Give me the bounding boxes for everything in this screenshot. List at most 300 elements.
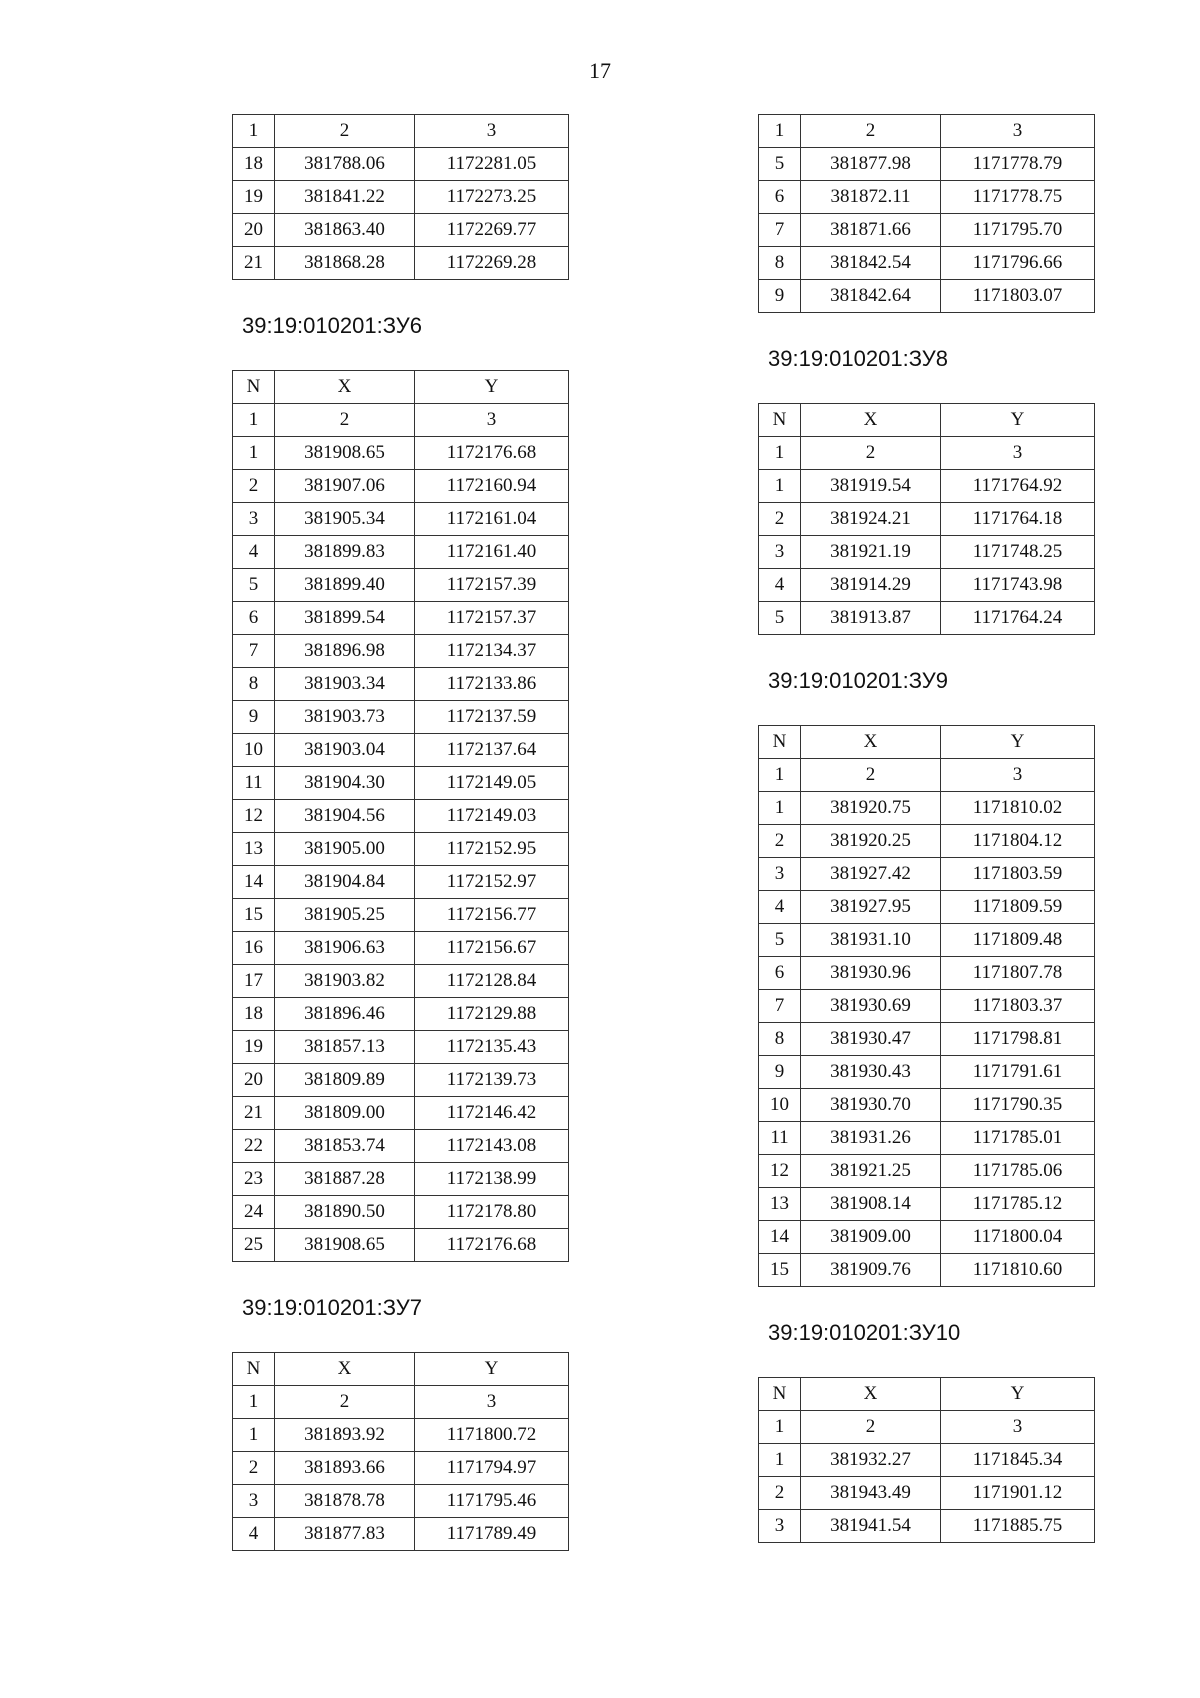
- parcel-heading: 39:19:010201:ЗУ10: [768, 1320, 961, 1345]
- table-cell: 1172157.37: [415, 602, 569, 635]
- table-cell: 381896.46: [275, 998, 415, 1031]
- table-cell: 20: [233, 214, 275, 247]
- table-cell: X: [801, 404, 941, 437]
- table-row: [759, 1056, 1095, 1089]
- parcel-heading: 39:19:010201:ЗУ7: [242, 1295, 422, 1320]
- table-row: [759, 1221, 1095, 1254]
- table-cell: 381857.13: [275, 1031, 415, 1064]
- table-cell: 2: [801, 759, 941, 792]
- table-cell: 1172146.42: [415, 1097, 569, 1130]
- coordinate-table: [758, 725, 1095, 1287]
- table-cell: 1: [759, 1411, 801, 1444]
- table-cell: 1171809.59: [941, 891, 1095, 924]
- table-cell: 381907.06: [275, 470, 415, 503]
- table-row: [233, 734, 569, 767]
- table-row: [759, 247, 1095, 280]
- table-cell: 381920.75: [801, 792, 941, 825]
- table-cell: 1171803.59: [941, 858, 1095, 891]
- table-cell: 1172156.67: [415, 932, 569, 965]
- table-cell: 3: [415, 1386, 569, 1419]
- table-cell: 11: [759, 1122, 801, 1155]
- table-row: [233, 247, 569, 280]
- table-row: [233, 767, 569, 800]
- table-cell: 2: [759, 503, 801, 536]
- table-cell: 25: [233, 1229, 275, 1262]
- table-row: [233, 1196, 569, 1229]
- table-row: [233, 1518, 569, 1551]
- table-cell: 7: [759, 990, 801, 1023]
- table-row: [233, 1130, 569, 1163]
- coordinate-table: [232, 370, 569, 1262]
- table-row: [233, 965, 569, 998]
- table-cell: 1171743.98: [941, 569, 1095, 602]
- table-row: [759, 957, 1095, 990]
- table-row: [759, 1155, 1095, 1188]
- table-cell: 3: [941, 437, 1095, 470]
- table-row: [759, 924, 1095, 957]
- table-row: [759, 280, 1095, 313]
- table-row: [233, 1064, 569, 1097]
- table-cell: 1171764.18: [941, 503, 1095, 536]
- table-row: [233, 148, 569, 181]
- table-cell: 1172137.59: [415, 701, 569, 734]
- table-cell: 1172128.84: [415, 965, 569, 998]
- table-row: [759, 1254, 1095, 1287]
- table-row: [233, 536, 569, 569]
- table-cell: 9: [759, 1056, 801, 1089]
- table-cell: 6: [759, 957, 801, 990]
- page-number: 17: [589, 58, 611, 83]
- table-cell: 5: [759, 148, 801, 181]
- table-cell: 1172152.95: [415, 833, 569, 866]
- table-cell: 19: [233, 181, 275, 214]
- table-cell: 1172176.68: [415, 437, 569, 470]
- table-cell: 1172137.64: [415, 734, 569, 767]
- table-cell: 5: [759, 924, 801, 957]
- table-cell: 381904.56: [275, 800, 415, 833]
- table-row: [759, 891, 1095, 924]
- table-cell: 13: [759, 1188, 801, 1221]
- table-row: [233, 214, 569, 247]
- table-cell: Y: [941, 1378, 1095, 1411]
- table-cell: 1: [233, 1386, 275, 1419]
- table-cell: 1171748.25: [941, 536, 1095, 569]
- table-cell: N: [759, 1378, 801, 1411]
- table-cell: 1171795.46: [415, 1485, 569, 1518]
- table-cell: X: [275, 1353, 415, 1386]
- table-cell: 381914.29: [801, 569, 941, 602]
- table-cell: 381890.50: [275, 1196, 415, 1229]
- table-row: [759, 1510, 1095, 1543]
- table-cell: 1172273.25: [415, 181, 569, 214]
- table-cell: 2: [759, 825, 801, 858]
- table-cell: 381943.49: [801, 1477, 941, 1510]
- table-row: [759, 1188, 1095, 1221]
- table-cell: 10: [759, 1089, 801, 1122]
- table-row: [759, 569, 1095, 602]
- table-row: [233, 1452, 569, 1485]
- table-cell: 1172152.97: [415, 866, 569, 899]
- table-cell: 1172269.77: [415, 214, 569, 247]
- table-row: [233, 866, 569, 899]
- table-cell: 381871.66: [801, 214, 941, 247]
- table-cell: 12: [233, 800, 275, 833]
- table-cell: 381893.92: [275, 1419, 415, 1452]
- table-cell: 9: [759, 280, 801, 313]
- table-header-row: [759, 1378, 1095, 1411]
- table-cell: 2: [233, 470, 275, 503]
- table-cell: Y: [941, 404, 1095, 437]
- table-cell: 3: [233, 503, 275, 536]
- table-cell: 381877.83: [275, 1518, 415, 1551]
- table-cell: Y: [941, 726, 1095, 759]
- table-row: [759, 181, 1095, 214]
- coordinate-table: [232, 1352, 569, 1551]
- table-cell: 8: [759, 247, 801, 280]
- table-row: [759, 214, 1095, 247]
- table-cell: 12: [759, 1155, 801, 1188]
- table-row: [233, 1031, 569, 1064]
- table-cell: 381842.54: [801, 247, 941, 280]
- table-cell: 381887.28: [275, 1163, 415, 1196]
- table-cell: 381877.98: [801, 148, 941, 181]
- table-cell: 9: [233, 701, 275, 734]
- table-row: [233, 1097, 569, 1130]
- table-cell: 5: [233, 569, 275, 602]
- table-cell: 1171807.78: [941, 957, 1095, 990]
- table-cell: 381927.95: [801, 891, 941, 924]
- table-cell: 3: [941, 115, 1095, 148]
- table-cell: 1172138.99: [415, 1163, 569, 1196]
- table-cell: 381908.14: [801, 1188, 941, 1221]
- table-header-row: [233, 1353, 569, 1386]
- table-cell: 1172139.73: [415, 1064, 569, 1097]
- table-cell: 1171803.07: [941, 280, 1095, 313]
- table-cell: 10: [233, 734, 275, 767]
- table-row: [759, 858, 1095, 891]
- table-cell: 1171785.01: [941, 1122, 1095, 1155]
- table-row: [233, 800, 569, 833]
- table-cell: 7: [233, 635, 275, 668]
- table-cell: 381903.82: [275, 965, 415, 998]
- table-cell: 1: [759, 792, 801, 825]
- table-cell: 11: [233, 767, 275, 800]
- table-cell: 381930.96: [801, 957, 941, 990]
- table-cell: 22: [233, 1130, 275, 1163]
- column-number-row: [759, 1411, 1095, 1444]
- table-cell: 381893.66: [275, 1452, 415, 1485]
- table-cell: 1171795.70: [941, 214, 1095, 247]
- table-cell: 3: [415, 404, 569, 437]
- table-cell: 1172135.43: [415, 1031, 569, 1064]
- table-cell: 381908.65: [275, 437, 415, 470]
- table-cell: 381930.43: [801, 1056, 941, 1089]
- table-cell: 381904.84: [275, 866, 415, 899]
- table-cell: 1171764.24: [941, 602, 1095, 635]
- table-row: [233, 1485, 569, 1518]
- coordinate-table: [758, 114, 1095, 313]
- table-cell: 23: [233, 1163, 275, 1196]
- table-cell: 381903.04: [275, 734, 415, 767]
- table-cell: 7: [759, 214, 801, 247]
- table-cell: 1: [233, 1419, 275, 1452]
- column-number-row: [759, 115, 1095, 148]
- column-number-row: [233, 404, 569, 437]
- table-cell: N: [233, 1353, 275, 1386]
- table-cell: 1171778.75: [941, 181, 1095, 214]
- table-cell: 381899.54: [275, 602, 415, 635]
- table-row: [233, 899, 569, 932]
- left-column: [232, 114, 567, 1551]
- table-cell: 3: [941, 759, 1095, 792]
- table-cell: 381899.40: [275, 569, 415, 602]
- table-row: [759, 990, 1095, 1023]
- table-row: [233, 1229, 569, 1262]
- table-cell: 6: [759, 181, 801, 214]
- table-cell: 3: [759, 1510, 801, 1543]
- table-cell: 4: [233, 1518, 275, 1551]
- right-column: [758, 114, 1093, 1543]
- table-cell: 381924.21: [801, 503, 941, 536]
- table-cell: 18: [233, 998, 275, 1031]
- table-cell: X: [801, 726, 941, 759]
- table-cell: 1171803.37: [941, 990, 1095, 1023]
- table-cell: 381919.54: [801, 470, 941, 503]
- table-cell: 1171810.60: [941, 1254, 1095, 1287]
- table-cell: 381788.06: [275, 148, 415, 181]
- table-cell: 1171810.02: [941, 792, 1095, 825]
- table-cell: 381921.19: [801, 536, 941, 569]
- table-cell: 381909.00: [801, 1221, 941, 1254]
- table-cell: 381842.64: [801, 280, 941, 313]
- table-cell: 1172161.04: [415, 503, 569, 536]
- table-cell: 381809.00: [275, 1097, 415, 1130]
- table-cell: 1: [759, 759, 801, 792]
- table-cell: Y: [415, 371, 569, 404]
- table-row: [233, 569, 569, 602]
- parcel-heading: 39:19:010201:ЗУ8: [768, 346, 948, 371]
- table-row: [233, 701, 569, 734]
- table-cell: 381920.25: [801, 825, 941, 858]
- table-cell: 14: [233, 866, 275, 899]
- table-cell: 381941.54: [801, 1510, 941, 1543]
- table-cell: 1172161.40: [415, 536, 569, 569]
- table-row: [759, 1023, 1095, 1056]
- table-row: [233, 437, 569, 470]
- coordinate-table: [232, 114, 569, 280]
- table-cell: 15: [759, 1254, 801, 1287]
- table-cell: 3: [759, 536, 801, 569]
- table-cell: 1172178.80: [415, 1196, 569, 1229]
- table-cell: 381903.34: [275, 668, 415, 701]
- table-cell: Y: [415, 1353, 569, 1386]
- column-number-row: [759, 437, 1095, 470]
- table-cell: 3: [941, 1411, 1095, 1444]
- table-cell: 381913.87: [801, 602, 941, 635]
- table-cell: 381927.42: [801, 858, 941, 891]
- table-cell: 1172143.08: [415, 1130, 569, 1163]
- table-cell: 1: [233, 404, 275, 437]
- table-cell: 381899.83: [275, 536, 415, 569]
- table-header-row: [759, 726, 1095, 759]
- table-cell: 2: [801, 437, 941, 470]
- parcel-heading: 39:19:010201:ЗУ6: [242, 313, 422, 338]
- table-cell: 1: [759, 470, 801, 503]
- table-cell: 3: [759, 858, 801, 891]
- table-row: [233, 668, 569, 701]
- table-cell: 14: [759, 1221, 801, 1254]
- table-cell: 381930.70: [801, 1089, 941, 1122]
- table-cell: 381878.78: [275, 1485, 415, 1518]
- table-cell: 1171845.34: [941, 1444, 1095, 1477]
- table-cell: 19: [233, 1031, 275, 1064]
- table-cell: 381863.40: [275, 214, 415, 247]
- table-cell: 4: [759, 569, 801, 602]
- table-cell: 381904.30: [275, 767, 415, 800]
- table-cell: 20: [233, 1064, 275, 1097]
- table-cell: 1172134.37: [415, 635, 569, 668]
- table-cell: 8: [233, 668, 275, 701]
- table-row: [233, 998, 569, 1031]
- table-row: [233, 1419, 569, 1452]
- table-cell: 1: [233, 437, 275, 470]
- table-cell: 381896.98: [275, 635, 415, 668]
- table-cell: 381921.25: [801, 1155, 941, 1188]
- table-row: [233, 470, 569, 503]
- table-cell: 1171804.12: [941, 825, 1095, 858]
- table-cell: 3: [233, 1485, 275, 1518]
- table-cell: 2: [801, 115, 941, 148]
- table-row: [233, 503, 569, 536]
- table-cell: N: [759, 404, 801, 437]
- table-row: [759, 602, 1095, 635]
- table-row: [233, 1163, 569, 1196]
- table-cell: 1171796.66: [941, 247, 1095, 280]
- table-cell: 1171794.97: [415, 1452, 569, 1485]
- table-cell: 1: [759, 115, 801, 148]
- table-cell: 15: [233, 899, 275, 932]
- table-row: [759, 1444, 1095, 1477]
- table-cell: X: [801, 1378, 941, 1411]
- table-cell: 381909.76: [801, 1254, 941, 1287]
- table-cell: 1171785.12: [941, 1188, 1095, 1221]
- table-cell: 1172157.39: [415, 569, 569, 602]
- table-cell: 381905.25: [275, 899, 415, 932]
- table-cell: 2: [801, 1411, 941, 1444]
- table-cell: 21: [233, 247, 275, 280]
- table-cell: 1171800.72: [415, 1419, 569, 1452]
- table-cell: 2: [275, 404, 415, 437]
- table-cell: 1172156.77: [415, 899, 569, 932]
- table-row: [759, 792, 1095, 825]
- table-row: [759, 1089, 1095, 1122]
- table-cell: 381930.47: [801, 1023, 941, 1056]
- table-cell: 381931.10: [801, 924, 941, 957]
- table-cell: 1172149.03: [415, 800, 569, 833]
- table-cell: 4: [759, 891, 801, 924]
- table-cell: 1172133.86: [415, 668, 569, 701]
- table-cell: 1172160.94: [415, 470, 569, 503]
- table-cell: 6: [233, 602, 275, 635]
- table-cell: 1171789.49: [415, 1518, 569, 1551]
- table-row: [233, 932, 569, 965]
- table-cell: 24: [233, 1196, 275, 1229]
- table-cell: 1171798.81: [941, 1023, 1095, 1056]
- table-cell: 5: [759, 602, 801, 635]
- table-cell: 1171809.48: [941, 924, 1095, 957]
- table-cell: 1172269.28: [415, 247, 569, 280]
- coordinate-table: [758, 1377, 1095, 1543]
- table-cell: 1171790.35: [941, 1089, 1095, 1122]
- table-cell: 381930.69: [801, 990, 941, 1023]
- table-cell: 381903.73: [275, 701, 415, 734]
- table-cell: 1172129.88: [415, 998, 569, 1031]
- table-cell: 4: [233, 536, 275, 569]
- table-header-row: [759, 404, 1095, 437]
- table-row: [233, 181, 569, 214]
- table-row: [759, 503, 1095, 536]
- table-cell: 1: [759, 1444, 801, 1477]
- table-row: [759, 825, 1095, 858]
- table-cell: 1172149.05: [415, 767, 569, 800]
- table-row: [759, 1122, 1095, 1155]
- table-cell: 21: [233, 1097, 275, 1130]
- parcel-heading: 39:19:010201:ЗУ9: [768, 668, 948, 693]
- table-row: [233, 833, 569, 866]
- table-cell: 8: [759, 1023, 801, 1056]
- table-cell: N: [233, 371, 275, 404]
- table-cell: 381931.26: [801, 1122, 941, 1155]
- table-header-row: [233, 371, 569, 404]
- table-cell: 18: [233, 148, 275, 181]
- table-row: [759, 1477, 1095, 1510]
- table-row: [233, 635, 569, 668]
- table-cell: 381841.22: [275, 181, 415, 214]
- table-cell: 381868.28: [275, 247, 415, 280]
- table-cell: N: [759, 726, 801, 759]
- table-row: [759, 148, 1095, 181]
- table-cell: 16: [233, 932, 275, 965]
- table-cell: 1171901.12: [941, 1477, 1095, 1510]
- table-cell: 381932.27: [801, 1444, 941, 1477]
- table-cell: 1171800.04: [941, 1221, 1095, 1254]
- table-row: [759, 536, 1095, 569]
- table-cell: 13: [233, 833, 275, 866]
- table-cell: 381872.11: [801, 181, 941, 214]
- table-cell: 1172281.05: [415, 148, 569, 181]
- coordinate-table: [758, 403, 1095, 635]
- table-cell: 2: [233, 1452, 275, 1485]
- table-row: [233, 602, 569, 635]
- table-cell: 2: [759, 1477, 801, 1510]
- column-number-row: [233, 115, 569, 148]
- table-cell: 1171778.79: [941, 148, 1095, 181]
- table-cell: 381905.00: [275, 833, 415, 866]
- table-cell: 1171791.61: [941, 1056, 1095, 1089]
- table-cell: 17: [233, 965, 275, 998]
- table-cell: 381853.74: [275, 1130, 415, 1163]
- table-cell: 1: [233, 115, 275, 148]
- table-cell: 1: [759, 437, 801, 470]
- table-cell: 1171885.75: [941, 1510, 1095, 1543]
- column-number-row: [233, 1386, 569, 1419]
- table-cell: 2: [275, 115, 415, 148]
- table-cell: 1171764.92: [941, 470, 1095, 503]
- table-cell: 381906.63: [275, 932, 415, 965]
- table-row: [759, 470, 1095, 503]
- table-cell: 3: [415, 115, 569, 148]
- table-cell: 381809.89: [275, 1064, 415, 1097]
